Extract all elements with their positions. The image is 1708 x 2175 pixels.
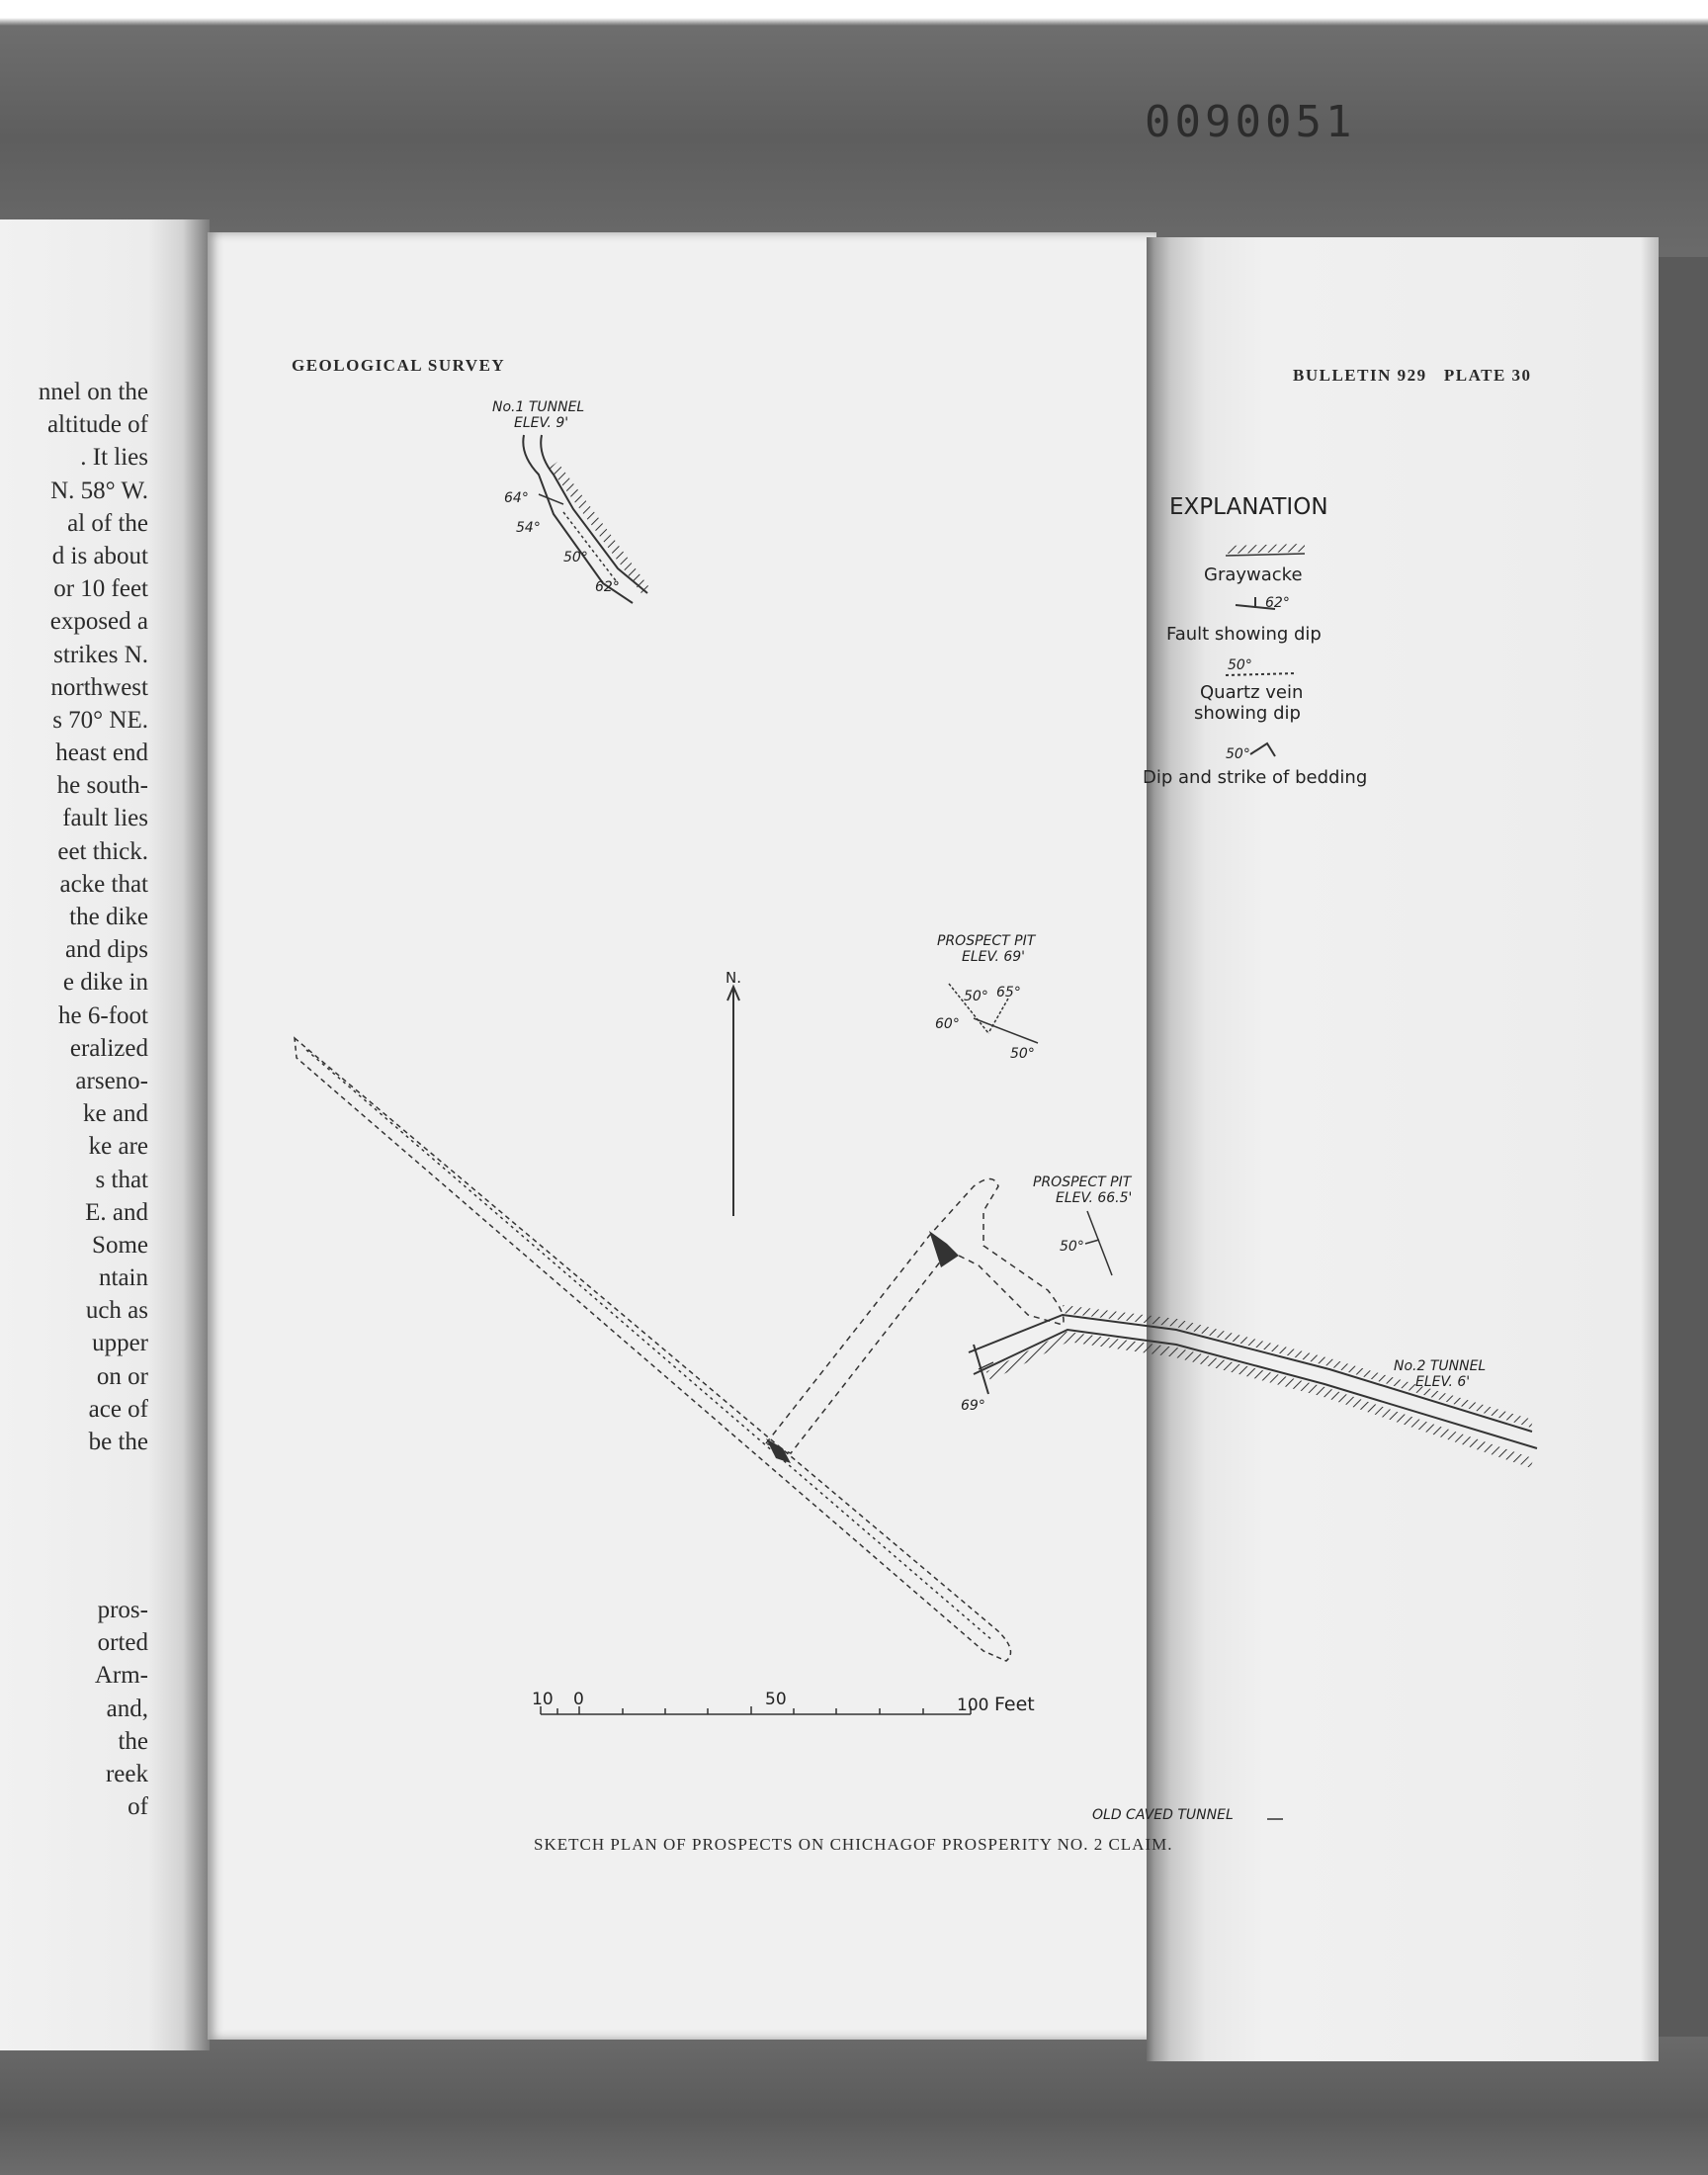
- pit-1-dip-3: 60°: [935, 1016, 960, 1032]
- pit-1-dip-1: 50°: [964, 989, 988, 1004]
- pit-1-elev: ELEV. 69': [962, 949, 1026, 965]
- left-page-line: or 10 feet: [53, 575, 148, 603]
- left-page-line: uch as: [85, 1297, 148, 1325]
- left-page-line: strikes N.: [53, 641, 148, 668]
- scale-tick-100: 100: [957, 1696, 989, 1715]
- left-page-line: N. 58° W.: [50, 477, 148, 504]
- left-page-line: s 70° NE.: [52, 706, 148, 734]
- left-page-line: acke that: [59, 870, 148, 898]
- long-adit: [295, 1038, 1011, 1661]
- left-page-line: Arm-: [94, 1662, 148, 1690]
- left-page-line: northwest: [50, 673, 148, 701]
- legend-bedding-dip: 50°: [1226, 746, 1250, 762]
- tunnel-1-dip-1: 64°: [504, 490, 529, 506]
- left-page-line: and,: [106, 1695, 148, 1722]
- north-label: N.: [726, 969, 741, 987]
- north-arrow: [726, 969, 741, 1216]
- header-left: GEOLOGICAL SURVEY: [292, 356, 506, 375]
- left-page-line: he 6-foot: [58, 1001, 148, 1029]
- left-page-line: d is about: [51, 542, 148, 569]
- legend: [1143, 494, 1367, 788]
- scale-tick-50: 50: [765, 1690, 787, 1709]
- legend-title: EXPLANATION: [1169, 494, 1328, 520]
- tunnel-2-elev: ELEV. 6': [1415, 1374, 1471, 1390]
- left-page-line: the dike: [69, 904, 148, 930]
- pit-1-dip-2: 65°: [996, 985, 1021, 1000]
- cross-cut: [766, 1179, 1064, 1464]
- old-caved-tunnel-label: OLD CAVED TUNNEL: [1092, 1807, 1234, 1823]
- left-page-line: he south-: [56, 772, 148, 800]
- header-right: BULLETIN 929 PLATE 30: [1293, 366, 1532, 385]
- scale-tick-0: 0: [573, 1690, 584, 1709]
- scan-id-number: 0090051: [1145, 97, 1356, 147]
- tunnel-1: [492, 399, 647, 603]
- left-page-line: on or: [96, 1362, 148, 1390]
- pit-2-elev: ELEV. 66.5': [1056, 1190, 1133, 1206]
- left-page-line: ke are: [88, 1133, 148, 1161]
- prospect-pit-2: [1033, 1174, 1133, 1275]
- tunnel-1-dip-3: 50°: [563, 550, 588, 566]
- legend-vein-line1: Quartz vein: [1200, 682, 1304, 703]
- left-page-line: s that: [95, 1166, 148, 1193]
- legend-graywacke: Graywacke: [1204, 565, 1303, 585]
- left-page-line: eralized: [69, 1034, 148, 1062]
- left-page-line: of: [128, 1793, 148, 1821]
- left-page-line: and dips: [64, 936, 148, 964]
- left-page-line: E. and: [85, 1198, 148, 1226]
- legend-fault: Fault showing dip: [1166, 624, 1322, 645]
- tunnel-1-name: No.1 TUNNEL: [492, 399, 585, 415]
- scale-tick-10: 10: [532, 1690, 554, 1709]
- left-page-line: orted: [97, 1629, 148, 1657]
- tunnel-2-dip: 69°: [961, 1398, 985, 1414]
- left-page-line: pros-: [97, 1597, 148, 1623]
- legend-bedding: Dip and strike of bedding: [1143, 767, 1368, 788]
- legend-vein-line2: showing dip: [1194, 703, 1301, 724]
- left-page-line: upper: [92, 1330, 148, 1357]
- left-page-line: ntain: [99, 1264, 148, 1292]
- legend-vein-dip: 50°: [1228, 657, 1252, 673]
- left-page-line: arseno-: [75, 1067, 148, 1094]
- left-page-line: al of the: [67, 509, 148, 537]
- left-page-line: ace of: [88, 1395, 148, 1423]
- pit-2-name: PROSPECT PIT: [1033, 1174, 1132, 1190]
- left-page-line: fault lies: [62, 805, 148, 832]
- left-page-line: exposed a: [49, 608, 148, 636]
- left-page-line: heast end: [55, 740, 148, 767]
- left-page-line: be the: [88, 1429, 148, 1455]
- prospect-pit-1: [935, 933, 1038, 1062]
- legend-fault-dip: 62°: [1265, 595, 1290, 611]
- tunnel-2-name: No.2 TUNNEL: [1394, 1358, 1487, 1374]
- scale-unit: Feet: [994, 1694, 1035, 1715]
- pit-2-dip: 50°: [1060, 1239, 1084, 1255]
- left-page-line: reek: [105, 1760, 148, 1787]
- left-page-line: Some: [92, 1231, 148, 1259]
- left-page-line: altitude of: [46, 411, 148, 439]
- tunnel-2: [961, 1309, 1537, 1463]
- left-page-line: the: [118, 1727, 148, 1755]
- tunnel-1-dip-2: 54°: [516, 520, 541, 536]
- plate-caption: SKETCH PLAN OF PROSPECTS ON CHICHAGOF PROSPERITY NO. 2 CLAIM.: [534, 1835, 1173, 1854]
- tunnel-1-elev: ELEV. 9': [514, 415, 569, 431]
- pit-1-dip-4: 50°: [1010, 1046, 1035, 1062]
- left-page-line: ke and: [83, 1100, 148, 1128]
- tunnel-1-dip-4: 62°: [595, 579, 620, 595]
- left-page-line: eet thick.: [57, 837, 148, 865]
- pit-1-name: PROSPECT PIT: [937, 933, 1036, 949]
- left-page-line: nnel on the: [38, 379, 148, 405]
- left-page-line: e dike in: [62, 969, 148, 997]
- left-page-line: . It lies: [80, 444, 148, 472]
- scale-bar: [532, 1690, 1035, 1715]
